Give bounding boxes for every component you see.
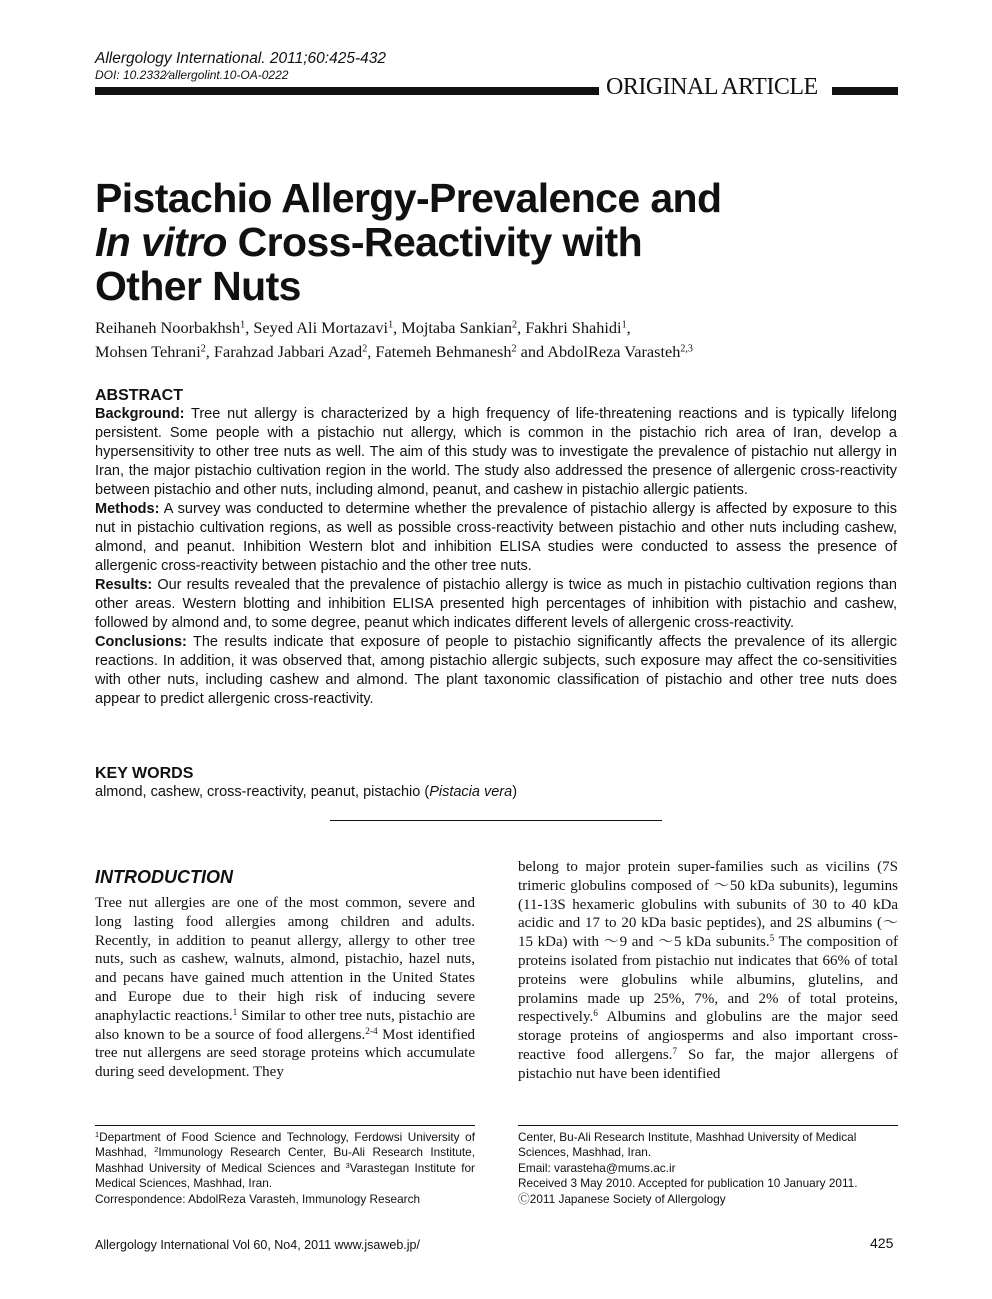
author-name: Mohsen Tehrani	[95, 342, 201, 361]
author-name: Seyed Ali Mortazavi	[253, 318, 389, 337]
results-label: Results:	[95, 577, 153, 593]
author-line-2: Mohsen Tehrani$^2$, Farahzad Jabbari Azad$^2$, Fatemeh Behmanesh$^2$ and AbdolReza Varasteh$^{2,3}$	[95, 342, 693, 361]
background-label: Background:	[95, 406, 185, 422]
affiliation-marker: 3	[345, 1160, 350, 1170]
author-affiliation: 1	[621, 319, 627, 331]
citation: 1	[232, 1007, 238, 1018]
affiliation-marker: 1	[95, 1129, 100, 1139]
keywords-list: almond, cashew, cross-reactivity, peanut, pistachio (	[95, 784, 430, 800]
author-name: Mojtaba Sankian	[401, 318, 513, 337]
introduction-column-2	[518, 858, 898, 1084]
introduction-heading: INTRODUCTION	[95, 867, 233, 887]
abstract-methods	[95, 500, 897, 576]
affiliation-2: Immunology Research Center, Bu-Ali Research Institute, Mashhad University of Medical Sciences and	[95, 1145, 475, 1175]
affiliations-footnote	[95, 1130, 475, 1207]
intro-text-2b: The composition of proteins isolated from pistachio nut indicates that 66% of total proteins were globulins while albumins, glutelins, and prolamins made up 25%, 7%, and 2% of total proteins, respectively.	[518, 934, 898, 1026]
abstract-conclusions	[95, 633, 897, 709]
article-title	[95, 176, 895, 308]
background-text: Tree nut allergy is characterized by a high frequency of life-threatening reactions and is typically lifelong persistent. Some people with a pistachio nut allergy, which is common in the pistachio rich area of Iran, develop a hypersensitivity to other tree nuts as well. The aim of this study was to investigate the prevalence of pistachio nut allergy in Iran, the major pistachio cultivation region in the world. The study also addressed the presence of allergenic cross-reactivity between pistachio and other nuts, including almond, peanut, and cashew in pistachio allergic patients.	[95, 406, 897, 498]
keywords-text	[95, 783, 897, 802]
abstract-section	[95, 386, 897, 709]
header-rule-right	[832, 87, 898, 95]
title-line-2	[95, 220, 895, 264]
citation: 2-4	[365, 1026, 378, 1037]
abstract-background	[95, 405, 897, 500]
author-name: Farahzad Jabbari Azad	[213, 342, 363, 361]
author-name: Fakhri Shahidi	[525, 318, 622, 337]
received-date: Received 3 May 2010. Accepted for publication 10 January 2011.	[518, 1176, 858, 1191]
citation: 5	[769, 934, 775, 945]
intro-text-2a: belong to major protein super-families such as vicilins (7S trimeric globulins composed of ～50 kDa subunits), legumins (11-13S hexameric globulins with subunits of 30 to 40 kDa acidic and 17 to 20 kDa basic peptides), and 2S albumins (～15 kDa) with ～9 and ～5 kDa subunits.	[518, 859, 898, 951]
correspondence-continued: Center, Bu-Ali Research Institute, Mashhad University of Medical Sciences, Mashhad, Iran.	[518, 1130, 857, 1160]
author-affiliation: 2	[512, 319, 518, 331]
affiliation-1: Department of Food Science and Technology, Ferdowsi University of Mashhad,	[95, 1130, 475, 1160]
conclusions-text: The results indicate that exposure of people to pistachio significantly affects the prevalence of its allergic reactions. In addition, it was observed that, among pistachio allergic subjects, such exposure may affect the co-sensitivities with other nuts, including cashew and almond. The plant taxonomic classification of pistachio and other tree nuts does appear to predict allergenic cross-reactivity.	[95, 634, 897, 707]
intro-text-2d: So far, the major allergens of pistachio nut have been identified	[518, 1046, 898, 1082]
email[interactable]: Email: varasteha@mums.ac.ir	[518, 1160, 676, 1175]
intro-text-1a: Tree nut allergies are one of the most common, severe and long lasting food allergies among children and adults. Recently, in addition to peanut allergy, allergy to other tree nuts, such as cashew, walnuts, almond, pistachio, hazel nuts, and pecans have gained much attention in the United States and Europe due to their high risk of inducing severe anaphylactic reactions.	[95, 895, 475, 1024]
author-affiliation: 2	[200, 343, 206, 355]
keywords-close: )	[512, 784, 518, 800]
keywords-section	[95, 764, 897, 802]
intro-text-1b: Similar to other tree nuts, pistachio are also known to be a source of food allergens.	[95, 1007, 475, 1043]
author-affiliation: 2,3	[680, 343, 693, 355]
title-line-2-rest: Cross-Reactivity with	[226, 219, 643, 265]
footnote-rule-right	[518, 1125, 898, 1126]
keywords-heading: KEY WORDS	[95, 765, 194, 782]
correspondence-footnote	[518, 1130, 898, 1207]
citation: 6	[593, 1009, 598, 1020]
abstract-results	[95, 576, 897, 633]
title-italic: In vitro	[95, 219, 227, 265]
author-name: Reihaneh Noorbakhsh	[95, 318, 241, 337]
header-rule-left	[95, 87, 599, 95]
abstract-heading: ABSTRACT	[95, 387, 183, 404]
article-type-label: ORIGINAL ARTICLE	[606, 74, 818, 100]
methods-label: Methods:	[95, 501, 160, 517]
affiliation-marker: 2	[154, 1145, 159, 1155]
title-line-3: Other Nuts	[95, 263, 301, 309]
results-text: Our results revealed that the prevalence of pistachio allergy is twice as much in pistachio cultivation regions than other areas. Western blotting and inhibition ELISA presented high percentages of inhibition with pistachio and cashew, followed by almond and, to some degree, peanut which indicates different levels of allergenic cross-reactivity.	[95, 577, 897, 631]
intro-text-2c: Albumins and globulins are the major seed storage proteins of angiosperms and also important cross-reactive food allergens.	[518, 1009, 898, 1063]
journal-citation: Allergology International. 2011;60:425-432	[95, 50, 386, 67]
intro-text-1c: Most identified tree nut allergens are seed storage proteins which accumulate during seed development. They	[95, 1026, 475, 1081]
footnote-rule-left	[95, 1125, 475, 1126]
author-affiliation: 1	[240, 319, 246, 331]
author-affiliation: 2	[362, 343, 368, 355]
author-line-1: Reihaneh Noorbakhsh$^1$, Seyed Ali Mortazavi$^1$, Mojtaba Sankian$^2$, Fakhri Shahidi$^1$,	[95, 318, 631, 337]
citation: 7	[672, 1046, 678, 1057]
author-name: Fatemeh Behmanesh	[375, 342, 512, 361]
copyright: Ⓒ2011 Japanese Society of Allergology	[518, 1191, 726, 1206]
doi: DOI: 10.2332⁄allergolint.10-OA-0222	[95, 68, 289, 82]
page-number: 425	[870, 1235, 894, 1251]
affiliation-3: Varastegan Institute for Medical Sciences, Mashhad, Iran.	[95, 1160, 475, 1191]
author-list	[95, 316, 895, 364]
author-affiliation: 1	[388, 319, 394, 331]
title-line-1: Pistachio Allergy-Prevalence and	[95, 175, 722, 221]
footer-journal-info: Allergology International Vol 60, No4, 2011 www.jsaweb.jp/	[95, 1238, 420, 1252]
correspondence: Correspondence: AbdolReza Varasteh, Immunology Research	[95, 1191, 421, 1206]
conclusions-label: Conclusions:	[95, 634, 187, 650]
author-name: AbdolReza Varasteh	[547, 342, 681, 361]
keywords-species: Pistacia vera	[429, 784, 513, 800]
methods-text: A survey was conducted to determine whether the prevalence of pistachio allergy is affected by exposure to this nut in pistachio cultivation regions, as well as possible cross-reactivity between pistachio and other nuts including cashew, almond, and peanut. Inhibition Western blot and inhibition ELISA studies were conducted to assess the presence of allergenic cross-reactivity between pistachio and the other tree nuts.	[95, 501, 897, 574]
author-affiliation: 2	[511, 343, 517, 355]
introduction-column-1	[95, 894, 475, 1082]
section-separator	[330, 820, 662, 821]
